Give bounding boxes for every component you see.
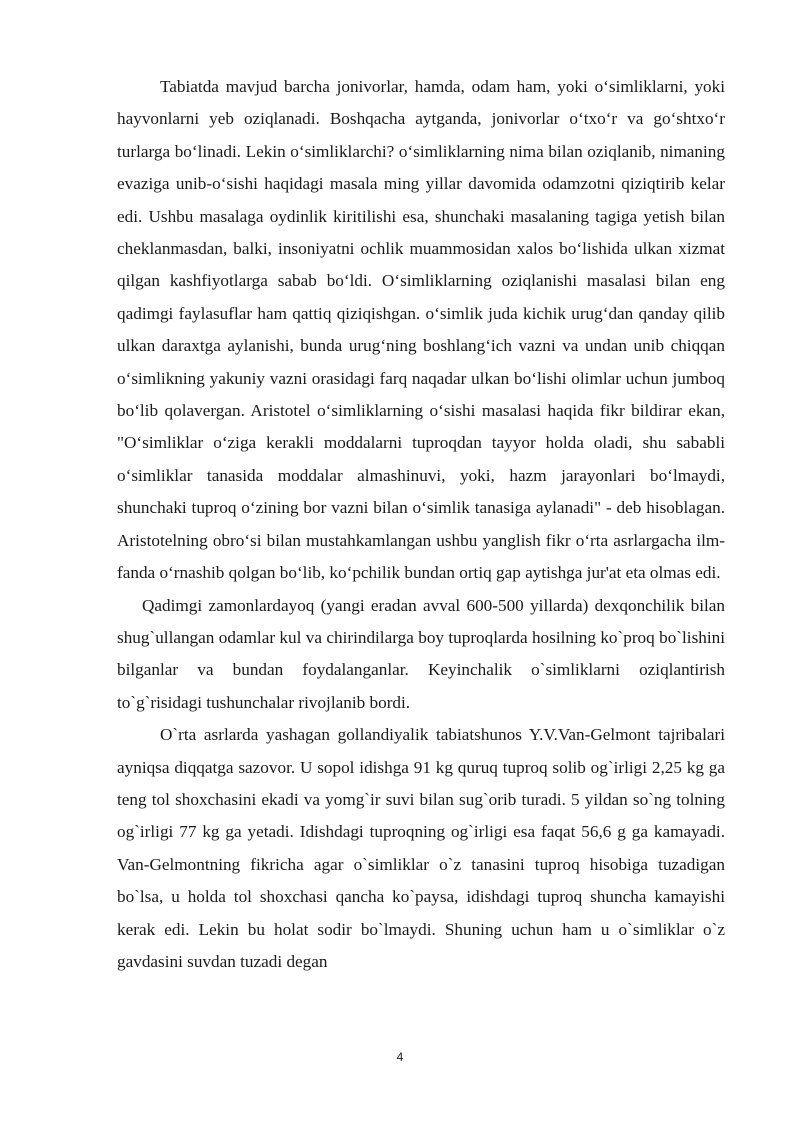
- paragraph-ancient-farming: Qadimgi zamonlardayoq (yangi eradan avval 600-500 yillarda) dexqonchilik bilan shug`ullangan odamlar kul va chirindilarga boy tuproqlarda hosilning ko`proq bo`lishini bilganlar va bundan foydalanganlar. Keyinchalik o`simliklarni oziqlantirish to`g`risidagi tushunchalar rivojlanib bordi.: [117, 595, 725, 712]
- paragraph-plant-nutrition-history: Tabiatda mavjud barcha jonivorlar, hamda, odam ham, yoki o‘simliklarni, yoki hayvonlarni yeb oziqlanadi. Boshqacha aytganda, jonivorlar o‘txo‘r va go‘shtxo‘r turlarga bo‘linadi. Lekin o‘simliklarchi? o‘simliklarning nima bilan oziqlanib, nimaning evaziga unib-o‘sishi haqidagi masala ming yillar davomida odamzotni qiziqtirib kelar edi. Ushbu masalaga oydinlik kiritilishi esa, shunchaki masalaning tagiga yetish bilan cheklanmasdan, balki, insoniyatni ochlik muammosidan xalos bo‘lishida ulkan xizmat qilgan kashfiyotlarga sabab bo‘ldi. O‘simliklarning oziqlanishi masalasi bilan eng qadimgi faylasuflar ham qattiq qiziqishgan. o‘simlik juda kichik urug‘dan qanday qilib ulkan daraxtga aylanishi, bunda urug‘ning boshlang‘ich vazni va undan unib chiqqan o‘simlikning yakuniy vazni orasidagi farq naqadar ulkan bo‘lishi olimlar uchun jumboq bo‘lib qolavergan. Aristotel o‘simliklarning o‘sishi masalasi haqida fikr bildirar ekan, "O‘simliklar o‘ziga kerakli moddalarni tuproqdan tayyor holda oladi, shu sababli o‘simliklar tanasida moddalar almashinuvi, yoki, hazm jarayonlari bo‘lmaydi, shunchaki tuproq o‘zining bor vazni bilan o‘simlik tanasiga aylanadi" - deb hisoblagan. Aristotelning obro‘si bilan mustahkamlangan ushbu yanglish fikr o‘rta asrlargacha ilm-fanda o‘rnashib qolgan bo‘lib, ko‘pchilik bundan ortiq gap aytishga jur'at eta olmas edi.: [117, 77, 725, 583]
- paragraph-van-gelmont-experiment: O`rta asrlarda yashagan gollandiyalik tabiatshunos Y.V.Van-Gelmont tajribalari ayniqsa diqqatga sazovor. U sopol idishga 91 kg quruq tuproq solib og`irligi 2,25 kg ga teng tol shoxchasini ekadi va yomg`ir suvi bilan sug`orib turadi. 5 yildan so`ng tolning og`irligi 77 kg ga yetadi. Idishdagi tuproqning og`irligi esa faqat 56,6 g ga kamayadi. Van-Gelmontning fikricha agar o`simliklar o`z tanasini tuproq hisobiga tuzadigan bo`lsa, u holda tol shoxchasi qancha ko`paysa, idishdagi tuproq shuncha kamayishi kerak edi. Lekin bu holat sodir bo`lmaydi. Shuning uchun ham u o`simliklar o`z gavdasini suvdan tuzadi degan: [117, 725, 725, 971]
- document-page: [117, 71, 725, 978]
- page-number: 4: [396, 1050, 404, 1064]
